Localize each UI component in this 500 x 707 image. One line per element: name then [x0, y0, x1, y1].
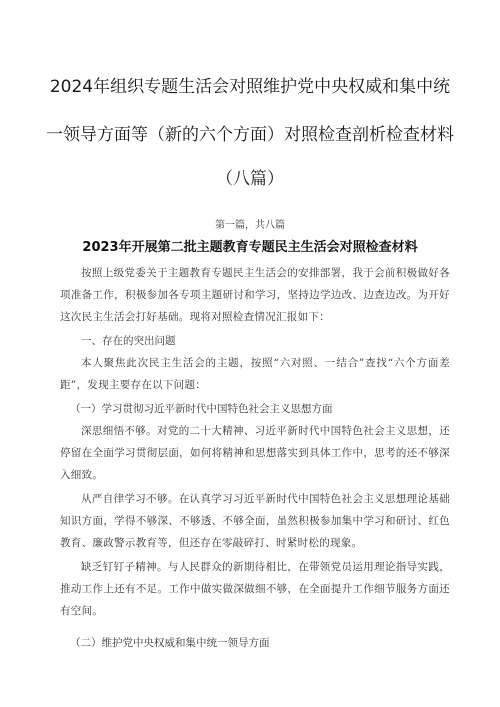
subsection-1-paragraph-3: 缺乏钉钉子精神。与人民群众的新期待相比，在带领党员运用理论指导实践，推动工作上还有不足。工作中做实做深做细不够，在全面提升工作细节服务方面还有空间。 [60, 561, 450, 617]
subsection-1-paragraph-1: 深思细悟不够。对党的二十大精神、习近平新时代中国特色社会主义思想，还停留在全面学习贯彻层面，如何将精神和思想落实到具体工作中，思考的还不够深入细致。 [60, 425, 450, 481]
subsection-heading-2: （二）维护党中央权威和集中统一领导方面 [70, 637, 270, 649]
intro-paragraph: 按照上级党委关于主题教育专题民主生活会的安排部署，我于会前积极做好各项准备工作，积极参加各专项主题研讨和学习，坚持边学边改、边查边改。为开好这次民主生活会打好基础。现将对照检查情况汇报如下： [60, 267, 450, 323]
subsection-1-paragraph-2: 从严自律学习不够。在认真学习习近平新时代中国特色社会主义思想理论基础知识方面，学得不够深、不够透、不够全面，虽然积极参加集中学习和研讨、红色教育、廉政警示教育等，但还存在零敲碎打、时紧时松的现象。 [60, 493, 450, 549]
document-title-line-2: 一领导方面等（新的六个方面）对照检查剖析检查材料 [46, 125, 454, 145]
section-heading-problems: 一、存在的突出问题 [81, 335, 176, 347]
article-subtitle: 2023年开展第二批主题教育专题民主生活会对照检查材料 [82, 240, 418, 255]
part-label: 第一篇，共八篇 [215, 220, 285, 231]
document-title-line-3: （八篇） [216, 169, 284, 189]
subsection-heading-1: （一）学习贯彻习近平新时代中国特色社会主义思想方面 [70, 403, 333, 415]
focus-paragraph: 本人聚焦此次民主生活会的主题，按照“六对照、一结合”查找“六个方面差距”，发现主要存在以下问题： [60, 357, 450, 391]
document-title-line-1: 2024年组织专题生活会对照维护党中央权威和集中统 [49, 77, 451, 97]
